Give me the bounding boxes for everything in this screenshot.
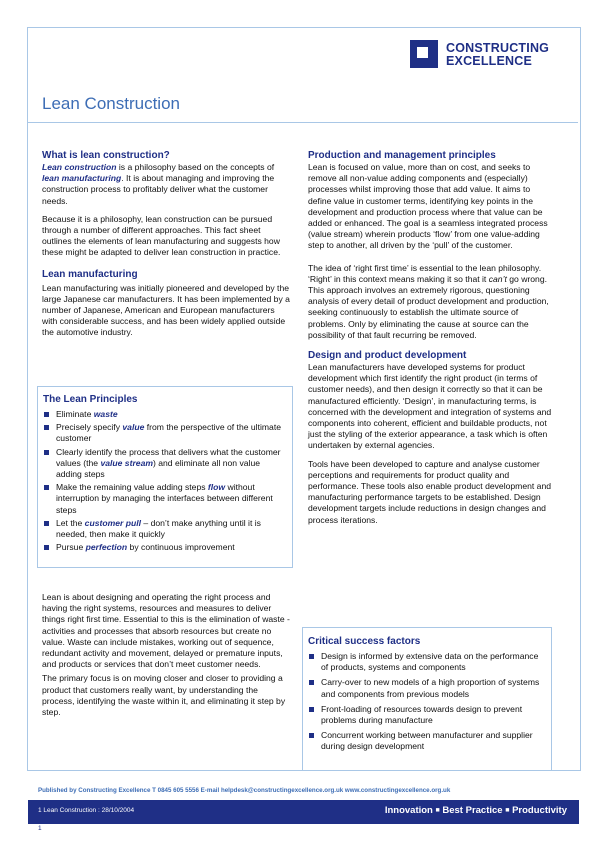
what-is-heading: What is lean construction? (42, 150, 170, 161)
lean-principles-list (43, 409, 283, 553)
text-span: The idea of ‘right first time’ is essential to the lean philosophy. ‘Right’ in this context means making it so that it (308, 262, 542, 284)
tagline-separator: ■ (435, 807, 440, 814)
footer-tagline (385, 805, 567, 816)
term-lean-construction: Lean construction (42, 162, 117, 172)
text-span: Pursue (56, 542, 86, 553)
lean-about-paragraph-1: Lean is about designing and operating the right process and having the right systems, resources and measures to deliver things right first time. Essential to this is the elimination of waste - activities and processes that absorb resources but create no value. Waste can include mistakes, working out of sequence, redundant activity and movement, delayed or premature inputs, and products or services that don’t meet customer needs. (42, 592, 290, 670)
logo-text (446, 42, 595, 68)
principle-item (43, 422, 283, 444)
principle-item (43, 518, 283, 540)
text-span: Clearly identify the process that delivers what the customer values (the (56, 446, 281, 468)
principle-term: value stream (100, 457, 153, 468)
page-title: Lean Construction (42, 94, 180, 113)
logo-mark-icon (410, 40, 438, 68)
text-span: by continuous improvement (127, 542, 235, 553)
principle-term: customer pull (84, 517, 142, 528)
principle-item (43, 409, 283, 420)
logo-line-1: CONSTRUCTING (446, 41, 550, 55)
design-paragraph-1: Lean manufacturers have developed systems for product development which first identify the right product (in terms of customer needs), and then design it correctly so that it can be manufactured efficiently. ‘Design’, in manufacturing terms, is concerned with the development and integration of systems and components into coherent, efficient and buildable products, not just the styling of the exterior appearance, a task which is often undertaken by external agencies. (308, 362, 552, 451)
lean-manufacturing-paragraph: Lean manufacturing was initially pioneered and developed by the large Japanese car manufacturers. It has been implemented by a number of Japanese, American and European manufacturers with considerable success, and has been widely applied outside the automotive industry. (42, 282, 290, 338)
csf-list (308, 651, 542, 753)
production-paragraph-1: Lean is focused on value, more than on cost, and seeks to remove all non-value adding components and (especially) processes whilst improving those that add value. It aims to define value in customer terms, identifying key points in the development and production process where that value can be added or enhanced. The goal is a seamless integrated process (value stream) wherein products ‘flow’ from one value-adding step to another, all driven by the ‘pull’ of the customer. (308, 162, 548, 251)
production-paragraph-2 (308, 263, 552, 341)
text-span: from the perspective of the ultimate customer (56, 422, 281, 444)
what-is-paragraph-2: Because it is a philosophy, lean construction can be pursued through a number of different approaches. This fact sheet outlines the elements of lean manufacturing and suggests how these might be adapted to deliver lean construction in practice. (42, 213, 281, 258)
lean-principles-heading: The Lean Principles (43, 394, 138, 405)
design-heading: Design and product development (308, 350, 467, 362)
principle-term: waste (93, 409, 118, 419)
title-divider (28, 122, 578, 123)
principle-term: value (122, 422, 145, 433)
text-span: Eliminate (56, 409, 94, 419)
csf-heading: Critical success factors (308, 636, 421, 647)
text-span: is a philosophy based on the concepts of (116, 162, 275, 172)
principle-term: perfection (85, 542, 128, 553)
right-column (308, 149, 552, 526)
text-span: Precisely specify (56, 422, 123, 433)
tagline-innovation: Innovation (384, 805, 433, 816)
lean-about-paragraph-2: The primary focus is on moving closer and closer to providing a product that customers really want, by understanding the process, identifying the waste within it, and eliminating it step by step. (42, 673, 286, 718)
principle-term: flow (207, 482, 226, 493)
tagline-best-practice: Best Practice (442, 805, 503, 816)
lean-principles-box (37, 386, 293, 568)
critical-success-factors-box (302, 627, 552, 771)
text-span: go wrong. This approach involves an extremely rigorous, questioning analysis of every detail of product development and production, seeking continuously to establish the ultimate source of problems. Only by eliminating the cause at source can the possibility of that fault recurring be removed. (308, 273, 549, 340)
principle-item (43, 447, 283, 481)
logo-line-2: EXCELLENCE (446, 54, 533, 68)
what-is-paragraph-1 (42, 162, 292, 207)
left-column-lean-about (42, 592, 292, 718)
lean-principles-content (43, 393, 283, 553)
footer-document-meta: 1 Lean Construction : 28/10/2004 (38, 807, 135, 814)
text-span: Make the remaining value adding steps (56, 482, 208, 493)
lean-manufacturing-heading: Lean manufacturing (42, 268, 138, 280)
csf-item: Carry-over to new models of a high proportion of systems and components from previous models (308, 677, 542, 699)
footer-bar (28, 800, 579, 824)
term-lean-manufacturing: lean manufacturing (42, 173, 122, 184)
tagline-separator: ■ (505, 807, 510, 814)
left-column-intro (42, 149, 292, 339)
csf-content (308, 635, 542, 753)
design-paragraph-2: Tools have been developed to capture and analyse customer perceptions and requirements for product quality and performance. These tools also enable product development and manufacturing performance targets to be established. Design development targets include reductions in design changes and process iterations. (308, 458, 552, 525)
principle-item (43, 482, 283, 516)
principle-item (43, 542, 283, 553)
csf-item: Concurrent working between manufacturer and supplier during design development (308, 730, 542, 752)
text-span: Let the (56, 517, 85, 528)
emphasis-cant: can’t (488, 273, 507, 284)
text-span: ) and eliminate all non value adding steps (56, 457, 261, 480)
text-span: – don’t make anything until it is needed, then make it quickly (56, 517, 261, 540)
production-heading: Production and management principles (308, 150, 496, 161)
text-span: . It is about managing and improving the construction process to profitably deliver what the customer needs. (42, 173, 275, 206)
csf-item: Front-loading of resources towards design to prevent problems during manufacture (308, 704, 542, 726)
tagline-productivity: Productivity (512, 805, 567, 816)
text-span: without interruption by managing the interfaces between different steps (56, 482, 273, 515)
page-number: 1 (38, 825, 42, 832)
csf-item: Design is informed by extensive data on the performance of products, systems and components (308, 651, 542, 673)
footer-publisher-contact: Published by Constructing Excellence T 0845 605 5556 E-mail helpdesk@constructingexcellence.org.uk www.constructingexcellence.org.uk (38, 787, 451, 794)
